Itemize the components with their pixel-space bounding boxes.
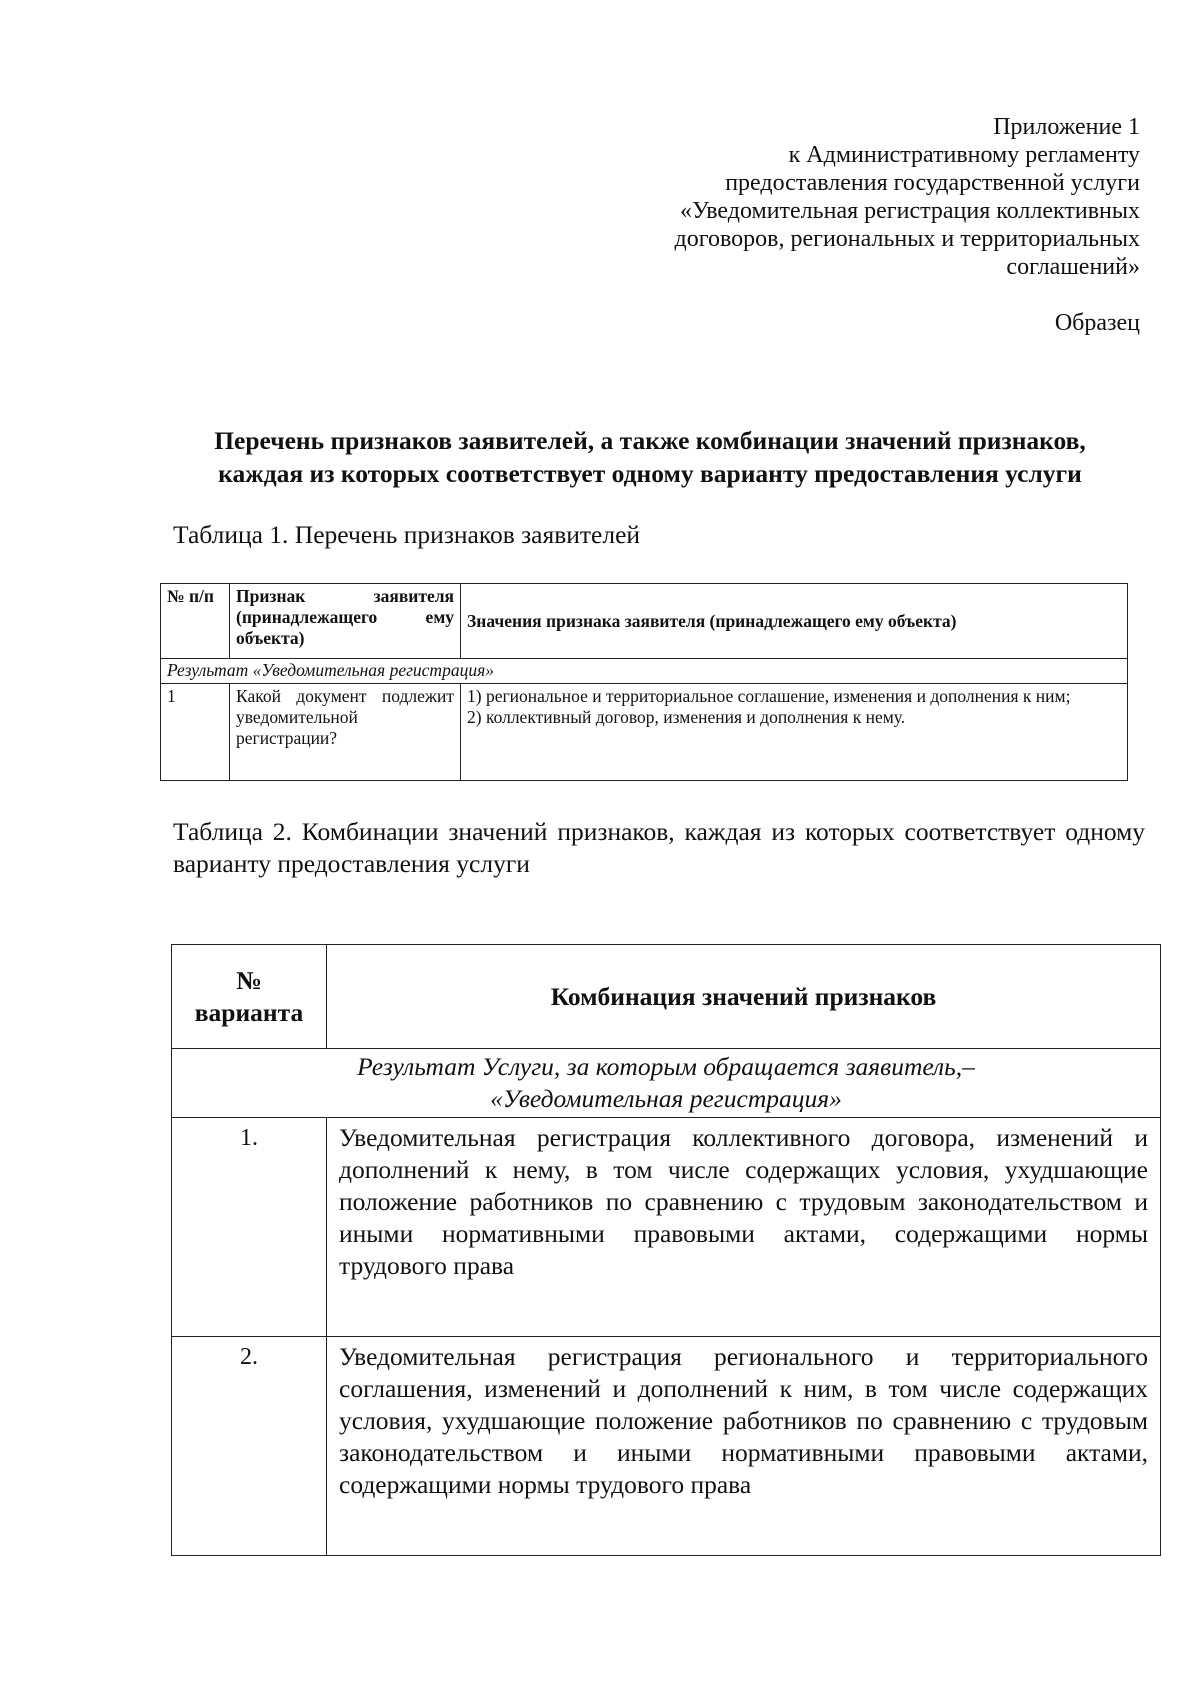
header-cell-combination: Комбинация значений признаков	[327, 945, 1161, 1049]
appendix-header-line: предоставления государственной услуги	[725, 170, 1140, 196]
value-item: 2) коллективный договор, изменения и дополнения к нему.	[467, 707, 906, 727]
section-line: «Уведомительная регистрация»	[490, 1084, 842, 1113]
section-cell: Результат «Уведомительная регистрация»	[161, 659, 1128, 684]
variant-num-cell	[172, 1337, 327, 1556]
table1-caption: Таблица 1. Перечень признаков заявителей	[173, 520, 641, 549]
page-title-line: Перечень признаков заявителей, а также комбинации значений признаков,	[214, 426, 1086, 455]
table2-caption: Таблица 2. Комбинации значений признаков, каждая из которых соответствует одному варианту предоставления услуги	[173, 817, 1145, 878]
variant-text-cell: Уведомительная регистрация коллективного договора, изменений и дополнений к нему, в том числе содержащих условия, ухудшающие положение работников по сравнению с трудовым законодательством и иными нормативными правовыми актами, содержащими нормы трудового права	[327, 1118, 1161, 1337]
header-cell-num: № п/п	[161, 584, 230, 659]
page-title	[150, 424, 1150, 490]
variant-text-cell: Уведомительная регистрация регионального и территориального соглашения, изменений и дополнений к ним, в том числе содержащих условия, ухудшающие положение работников по сравнению с трудовым законодательством и иными нормативными правовыми актами, содержащими нормы трудового права	[327, 1337, 1161, 1556]
variant-num: 1.	[240, 1125, 258, 1151]
section-line: Результат Услуги, за которым обращается заявитель,–	[357, 1052, 975, 1081]
section-cell	[172, 1049, 1161, 1118]
table-row	[161, 684, 1128, 781]
table-header-row	[161, 584, 1128, 659]
row-num-cell: 1	[161, 684, 230, 781]
table-row	[172, 1337, 1161, 1556]
sample-label: Образец	[1054, 310, 1140, 336]
page-title-line: каждая из которых соответствует одному варианту предоставления услуги	[218, 459, 1082, 488]
value-item: 1) региональное и территориальное соглашение, изменения и дополнения к ним;	[467, 686, 1071, 706]
header-cell-values: Значения признака заявителя (принадлежащего ему объекта)	[461, 584, 1128, 659]
appendix-header-line: «Уведомительная регистрация коллективных	[679, 198, 1140, 224]
header-num-symbol: №	[236, 965, 262, 995]
header-cell-variant-num	[172, 945, 327, 1049]
variant-num-cell	[172, 1118, 327, 1337]
table-section-row	[172, 1049, 1161, 1118]
appendix-header-line: к Административному регламенту	[788, 142, 1140, 168]
appendix-header	[580, 113, 1140, 281]
table-section-row	[161, 659, 1128, 684]
appendix-header-line: договоров, региональных и территориальных	[674, 226, 1140, 252]
attribute-combinations-table	[171, 944, 1161, 1556]
appendix-header-line: соглашений»	[1006, 254, 1140, 280]
header-num-label: варианта	[194, 997, 304, 1027]
applicant-attributes-table	[160, 583, 1128, 781]
table-header-row	[172, 945, 1161, 1049]
row-values-cell	[461, 684, 1128, 781]
header-cell-attribute: Признак заявителя (принадлежащего ему объекта)	[230, 584, 461, 659]
row-attribute-cell: Какой документ подлежит уведомительной регистрации?	[230, 684, 461, 781]
variant-num: 2.	[240, 1344, 258, 1370]
appendix-header-line: Приложение 1	[993, 114, 1140, 140]
table-row	[172, 1118, 1161, 1337]
